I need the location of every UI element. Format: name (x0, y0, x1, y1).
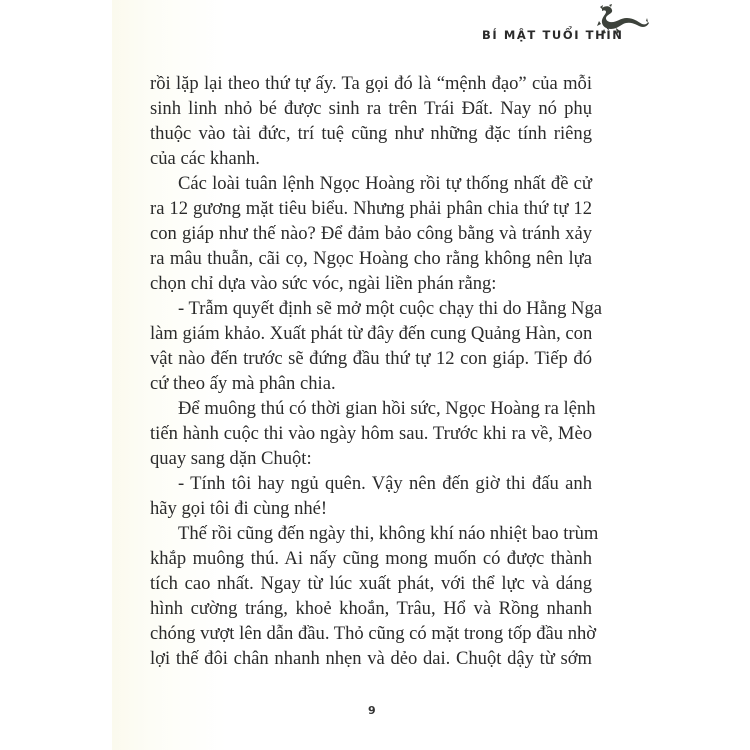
book-page (112, 0, 750, 750)
text-line: ra mâu thuẫn, cãi cọ, Ngọc Hoàng cho rằng không nên lựa (150, 248, 592, 269)
text-line: hãy gọi tôi đi cùng nhé! (150, 498, 328, 519)
paragraph-start-line: Các loài tuân lệnh Ngọc Hoàng rồi tự thống nhất đề cử (178, 173, 592, 194)
dialogue-line: - Trẫm quyết định sẽ mở một cuộc chạy thi do Hằng Nga (178, 298, 602, 319)
text-line: khắp muông thú. Ai nấy cũng mong muốn có được thành (150, 548, 592, 569)
text-line: rồi lặp lại theo thứ tự ấy. Ta gọi đó là “mệnh đạo” của mỗi (150, 73, 592, 94)
text-line: con giáp như thế nào? Để đảm bảo công bằng và tránh xảy (150, 223, 592, 244)
text-line: quay sang dặn Chuột: (150, 448, 312, 469)
text-line: hình cường tráng, khoẻ khoắn, Trâu, Hổ và Rồng nhanh (150, 598, 592, 619)
text-line: tích cao nhất. Ngay từ lúc xuất phát, với thể lực và dáng (150, 573, 592, 594)
text-line: chọn chỉ dựa vào sức vóc, ngài liền phán rằng: (150, 273, 497, 294)
text-line: lợi thế đôi chân nhanh nhẹn và dẻo dai. Chuột dậy từ sớm (150, 648, 592, 669)
page-number: 9 (368, 704, 376, 717)
paragraph-start-line: Để muông thú có thời gian hồi sức, Ngọc Hoàng ra lệnh (178, 398, 596, 419)
body-text (150, 71, 602, 671)
text-line: sinh linh nhỏ bé được sinh ra trên Trái Đất. Nay nó phụ (150, 98, 592, 119)
dialogue-line: - Tính tôi hay ngủ quên. Vậy nên đến giờ thi đấu anh (178, 473, 592, 494)
text-line: tiến hành cuộc thi vào ngày hôm sau. Trước khi ra về, Mèo (150, 423, 592, 444)
paragraph-start-line: Thế rồi cũng đến ngày thi, không khí náo nhiệt bao trùm (178, 523, 599, 544)
text-line: vật nào đến trước sẽ đứng đầu thứ tự 12 con giáp. Tiếp đó (150, 348, 592, 369)
text-line: làm giám khảo. Xuất phát từ đây đến cung Quảng Hàn, con (150, 323, 593, 344)
text-line: ra 12 gương mặt tiêu biểu. Nhưng phải phân chia thứ tự 12 (150, 198, 592, 219)
text-line: thuộc vào tài đức, trí tuệ cũng như những đặc tính riêng (150, 123, 592, 144)
text-line: chóng vượt lên dẫn đầu. Thỏ cũng có mặt trong tốp đầu nhờ (150, 623, 597, 644)
text-line: của các khanh. (150, 148, 260, 169)
running-title: BÍ MẬT TUỔI THÌN (482, 28, 624, 42)
text-line: cứ theo ấy mà phân chia. (150, 373, 336, 394)
